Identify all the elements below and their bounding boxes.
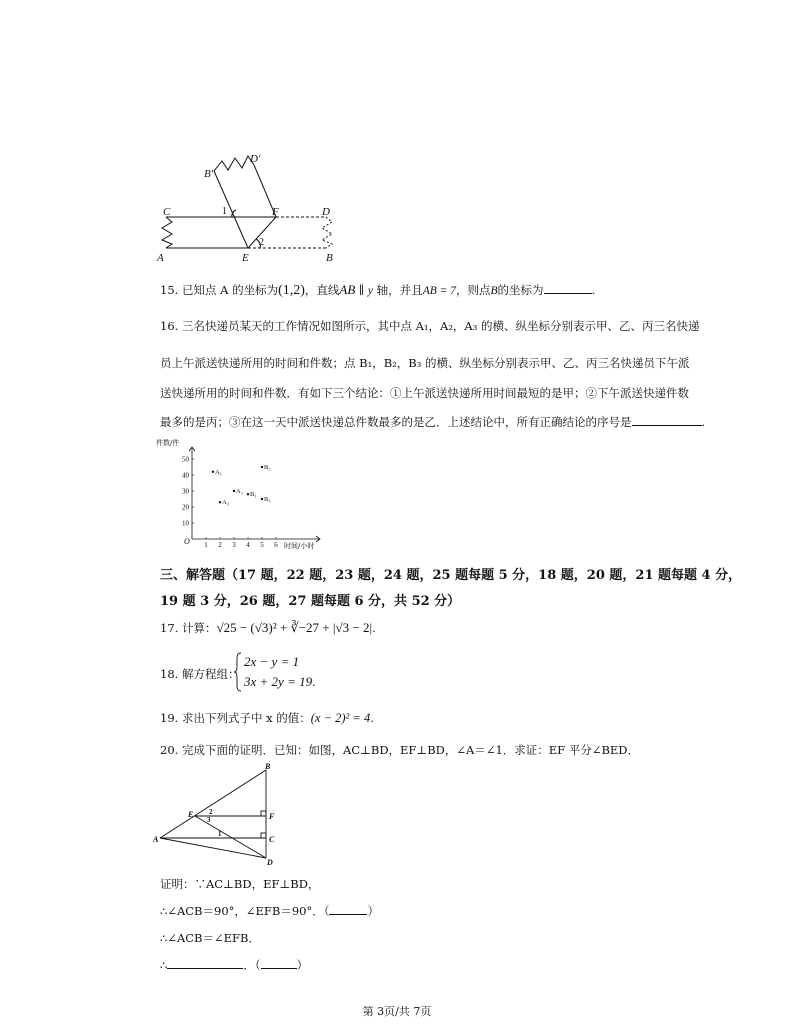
- q15-y: y: [367, 285, 374, 297]
- fig2-angle-2: 2: [209, 808, 213, 816]
- label-f: F: [272, 206, 279, 218]
- data-point-label: A₂: [236, 488, 243, 495]
- q16-line-4-text: 最多的是丙；③在这一天中派送快递总件数最多的是乙．上述结论中，所有正确结论的序号是: [160, 415, 632, 429]
- segment-b-prime-e: [214, 171, 248, 248]
- fig2-label-f: F: [269, 812, 275, 821]
- y-tick-label: 30: [182, 487, 189, 496]
- label-d: D: [322, 206, 330, 218]
- data-point-label: B₂: [264, 464, 271, 471]
- fig2-label-e: E: [188, 810, 194, 819]
- fig2-angle-3: 3: [207, 816, 211, 824]
- q16-end: .: [701, 415, 706, 429]
- data-point-label: B₁: [250, 491, 257, 499]
- q15-number: 15.: [160, 283, 179, 297]
- data-point: [212, 471, 214, 473]
- fig2-label-c: C: [269, 835, 275, 844]
- q18-label: 18. 解方程组：: [160, 667, 240, 681]
- q15-line-ab: AB: [339, 282, 356, 297]
- section-3-line-1: 三、解答题（17 题，22 题，23 题，24 题，25 题每题 5 分，18 题，20 题，21 题每题 4 分，: [160, 568, 742, 583]
- data-point: [233, 490, 235, 492]
- scatter-chart: [150, 435, 330, 550]
- q16-line-4: [160, 414, 705, 430]
- segment-ad: [160, 838, 266, 858]
- q15-end: .: [591, 283, 596, 297]
- proof-line-2: ∴∠ACB＝90°，∠EFB＝90°．（ ）: [160, 904, 379, 918]
- q16-line-1: 16. 三名快递员某天的工作情况如图所示，其中点 A₁，A₂，A₃ 的横、纵坐标分别表示甲、乙、丙三名快递: [160, 319, 700, 333]
- q15-parallel: ∥: [355, 283, 368, 297]
- q18-end: .: [312, 674, 316, 689]
- zigzag-top: [214, 156, 254, 171]
- label-d-prime: D′: [250, 153, 261, 165]
- question-15: [160, 282, 595, 299]
- q17-expression: √25 − (√3)² + ∛−27 + |√3 − 2|: [216, 620, 373, 635]
- q15-coordinate: (1,2): [278, 283, 305, 298]
- zigzag-right-dashed: [322, 217, 332, 248]
- q15-answer-blank[interactable]: [544, 282, 592, 294]
- q15-text-4: ，则点: [456, 283, 491, 297]
- q18-brace: [234, 652, 242, 692]
- proof-reason-blank-1[interactable]: [329, 903, 367, 915]
- data-point: [219, 501, 221, 503]
- y-tick-label: 50: [182, 455, 189, 464]
- x-tick-label: 6: [274, 541, 278, 549]
- data-point: [261, 466, 263, 468]
- proof-reason-blank-2[interactable]: [261, 957, 297, 969]
- right-angle-c: [261, 833, 266, 838]
- y-tick-label: 20: [182, 503, 189, 512]
- chart-ylabel: 件数/件: [156, 439, 180, 447]
- proof-line-3: ∴∠ACB＝∠EFB．: [160, 931, 260, 945]
- x-tick-label: 2: [218, 541, 222, 549]
- q15-text-2: ，直线: [304, 283, 340, 297]
- label-b: B: [326, 252, 333, 264]
- fig2-label-b: B: [265, 762, 271, 771]
- figure-parallel-lines: [152, 150, 342, 265]
- proof-line-4: ∴ ．（ ）: [160, 958, 309, 972]
- x-tick-label: 4: [246, 541, 250, 549]
- q15-text-5: 的坐标为: [497, 283, 544, 297]
- fig2-angle-1: 1: [218, 830, 222, 838]
- section-3-line-2: 19 题 3 分，26 题，27 题每题 6 分，共 52 分）: [160, 594, 461, 609]
- proof-line-1: 证明：∵AC⊥BD，EF⊥BD，: [160, 877, 320, 891]
- q18-equation-2: 3x + 2y = 19.: [244, 674, 316, 689]
- fig2-label-d: D: [267, 858, 273, 867]
- q16-answer-blank[interactable]: [632, 414, 702, 426]
- label-a: A: [157, 252, 164, 264]
- q19-label: 19. 求出下列式子中 x 的值：: [160, 711, 311, 725]
- label-b-prime: B′: [204, 168, 214, 180]
- right-angle-f: [261, 811, 266, 816]
- x-tick-label: 1: [204, 541, 208, 549]
- label-c: C: [163, 206, 171, 218]
- data-point-label: A₃: [222, 499, 229, 507]
- q15-text-1: 已知点 A 的坐标为: [181, 283, 279, 297]
- q16-line-3: 送快递所用的时间和件数．有如下三个结论：①上午派送快递所用时间最短的是甲；②下午派送快递件数: [160, 386, 689, 400]
- x-tick-label: 5: [260, 541, 264, 549]
- proof-statement-blank[interactable]: [167, 957, 243, 969]
- data-point: [261, 498, 263, 500]
- question-20: 20. 完成下面的证明．已知：如图，AC⊥BD，EF⊥BD，∠A＝∠1．求证：EF 平分∠BED．: [160, 743, 640, 757]
- q19-end: .: [370, 711, 374, 725]
- page-footer: 第 3页/共 7页: [362, 1005, 432, 1018]
- chart-origin: O: [184, 537, 190, 546]
- q15-text-3: 轴，并且: [373, 283, 423, 297]
- zigzag-left: [162, 217, 172, 248]
- data-point-label: A₁: [215, 468, 222, 476]
- q16-line-2: 员上午派送快递所用的时间和件数；点 B₁，B₂，B₃ 的横、纵坐标分别表示甲、乙、丙三名快递员下午派: [160, 356, 690, 370]
- data-point: [247, 493, 249, 495]
- q15-ab-eq: AB = 7: [422, 285, 456, 297]
- q17-end: .: [372, 621, 376, 635]
- q17-label: 17. 计算：: [160, 621, 217, 635]
- q15-b: B: [490, 285, 498, 297]
- question-19: [160, 710, 374, 726]
- figure-proof: [150, 762, 280, 868]
- question-17: [160, 620, 376, 636]
- fig2-label-a: A: [153, 835, 159, 844]
- y-tick-label: 10: [182, 519, 189, 528]
- q19-expression: (x − 2)² = 4: [310, 711, 371, 725]
- segment-ab: [160, 770, 266, 838]
- label-angle-2: 2: [259, 237, 264, 248]
- y-tick-label: 40: [182, 471, 189, 480]
- label-angle-1: 1: [222, 206, 227, 217]
- q18-equation-1: 2x − y = 1: [244, 654, 300, 669]
- label-e: E: [242, 252, 249, 264]
- chart-xlabel: 时间/小时: [284, 542, 315, 550]
- data-point-label: B₃: [264, 496, 271, 503]
- x-tick-label: 3: [232, 541, 236, 549]
